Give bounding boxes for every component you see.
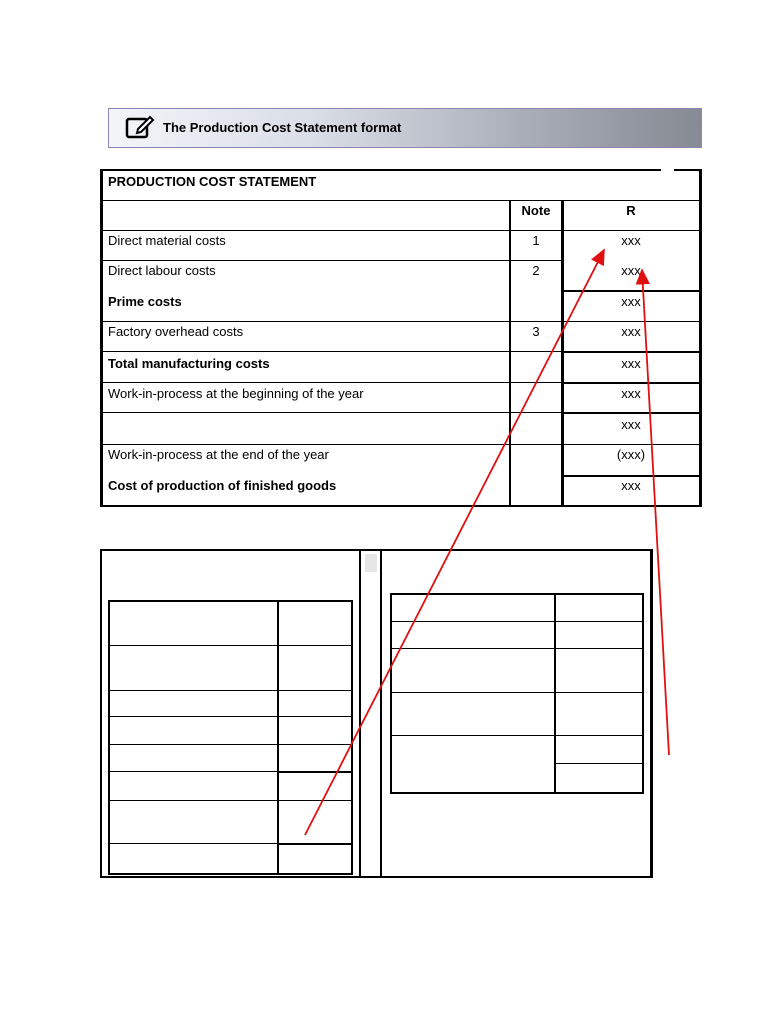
row-value: xxx (621, 356, 641, 371)
row-value: xxx (621, 263, 641, 278)
row-value: xxx (621, 294, 641, 309)
statement-title: PRODUCTION COST STATEMENT (108, 174, 317, 189)
row-value: xxx (621, 233, 641, 248)
row-value: xxx (621, 324, 641, 339)
row-note: 3 (532, 324, 540, 339)
arrow-to-material-costs (305, 250, 604, 835)
row-label: Work-in-process at the beginning of the year (108, 386, 364, 401)
column-header-note: Note (521, 203, 551, 218)
row-value: xxx (621, 417, 641, 432)
column-header-r: R (626, 203, 636, 218)
row-value: (xxx) (616, 447, 646, 462)
row-label: Work-in-process at the end of the year (108, 447, 329, 462)
row-value: xxx (621, 386, 641, 401)
banner-title: The Production Cost Statement format (163, 120, 402, 135)
row-label: Total manufacturing costs (108, 356, 270, 371)
row-label: Factory overhead costs (108, 324, 244, 339)
row-label: Direct material costs (108, 233, 226, 248)
row-label: Prime costs (108, 294, 182, 309)
row-note: 1 (532, 233, 540, 248)
row-note: 2 (532, 263, 540, 278)
row-label: Direct labour costs (108, 263, 216, 278)
row-label: Cost of production of finished goods (108, 478, 337, 493)
arrow-to-labour-costs (642, 270, 669, 755)
row-value: xxx (621, 478, 641, 493)
